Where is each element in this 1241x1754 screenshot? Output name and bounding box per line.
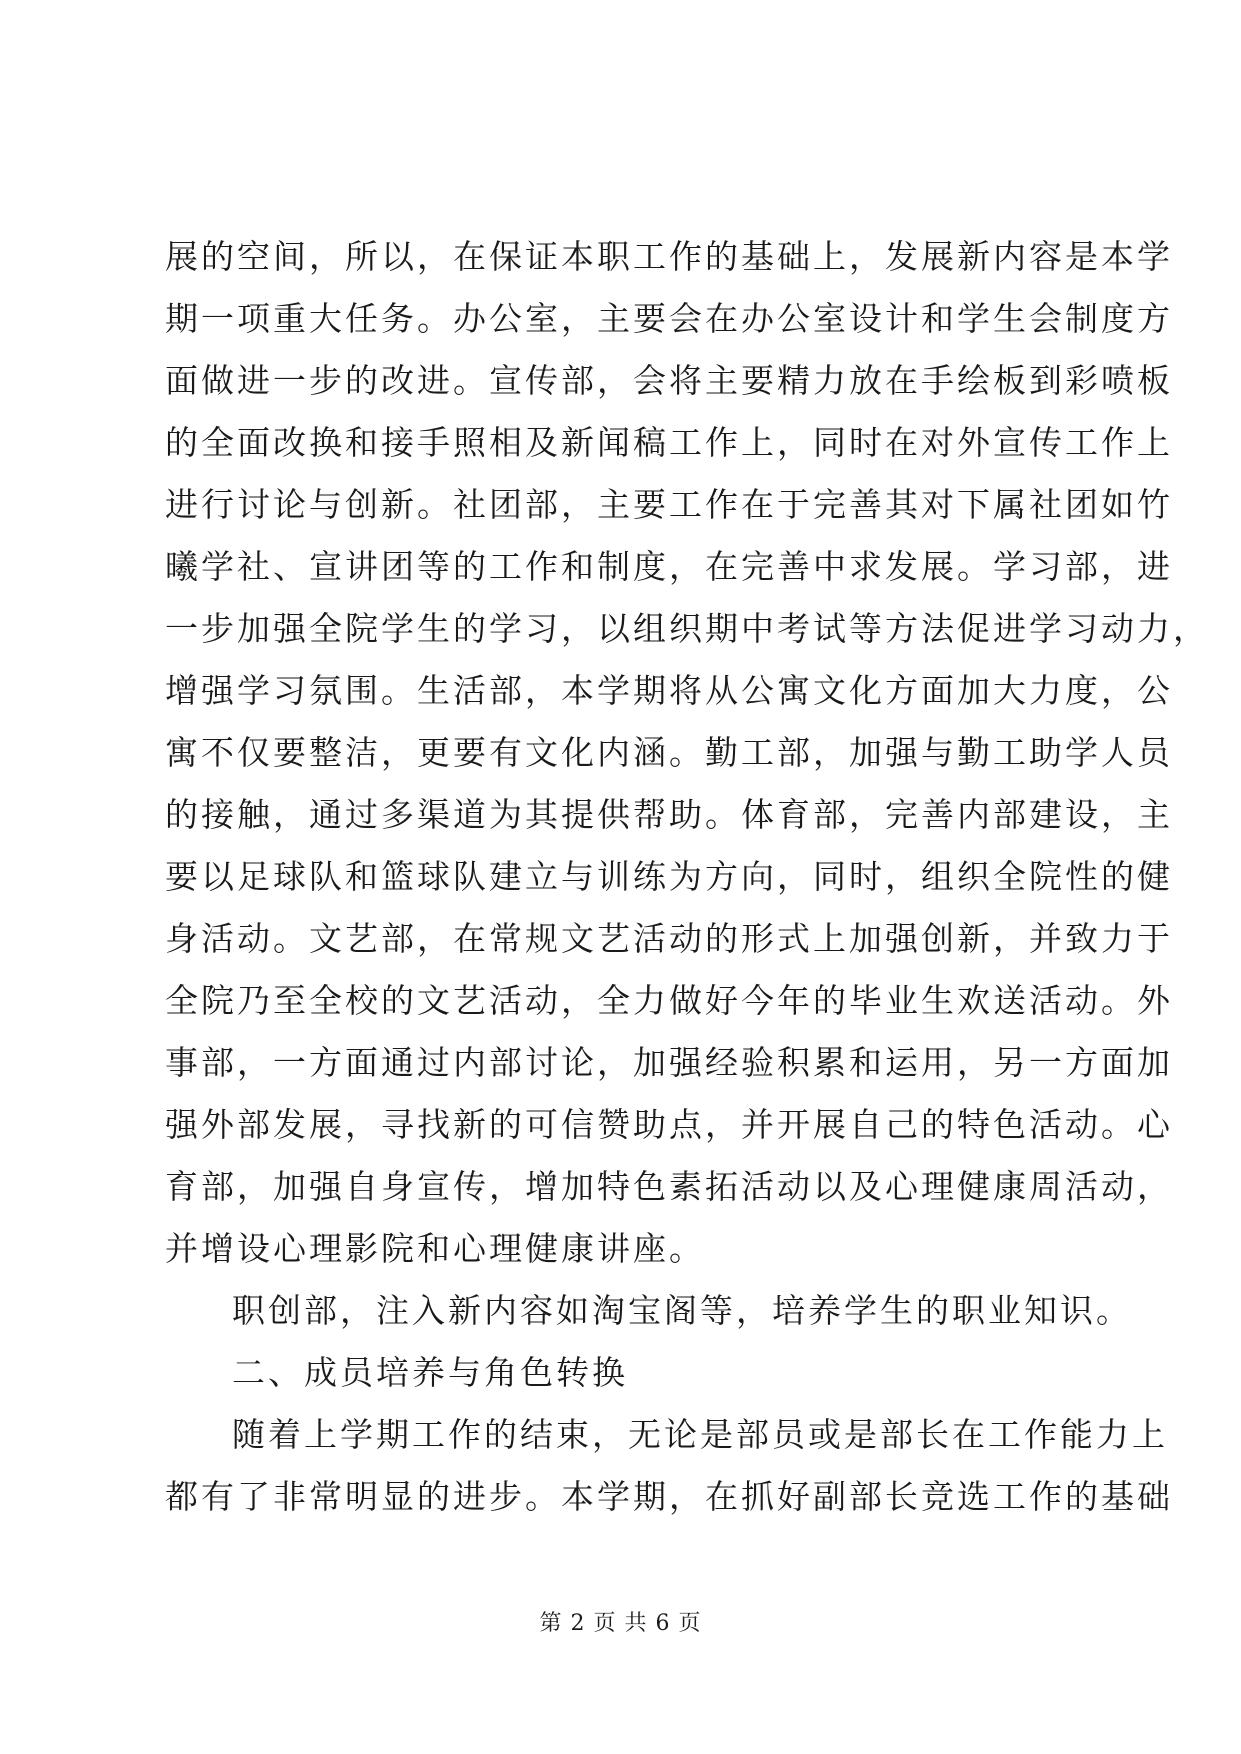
page-footer — [0, 1606, 1241, 1637]
text-line: 面做进一步的改进。宣传部，会将主要精力放在手绘板到彩喷板 — [165, 361, 1173, 400]
document-body — [165, 226, 1209, 1528]
text-line: 都有了非常明显的进步。本学期，在抓好副部长竞选工作的基础 — [165, 1477, 1173, 1516]
text-line: 身活动。文艺部，在常规文艺活动的形式上加强创新，并致力于 — [165, 919, 1173, 958]
paragraph-line: 职创部，注入新内容如淘宝阁等，培养学生的职业知识。 — [232, 1291, 1132, 1330]
text-line: 增强学习氛围。生活部，本学期将从公寓文化方面加大力度，公 — [165, 671, 1173, 710]
text-line: 曦学社、宣讲团等的工作和制度，在完善中求发展。学习部，进 — [165, 547, 1173, 586]
text-line: 进行讨论与创新。社团部，主要工作在于完善其对下属社团如竹 — [165, 485, 1173, 524]
text-line: 一步加强全院学生的学习，以组织期中考试等方法促进学习动力， — [165, 609, 1209, 648]
text-line: 全院乃至全校的文艺活动，全力做好今年的毕业生欢送活动。外 — [165, 981, 1173, 1020]
text-line: 强外部发展，寻找新的可信赞助点，并开展自己的特色活动。心 — [165, 1105, 1173, 1144]
section-heading: 二、成员培养与角色转换 — [232, 1353, 628, 1392]
text-line: 事部，一方面通过内部讨论，加强经验积累和运用，另一方面加 — [165, 1043, 1173, 1082]
text-line: 的接触，通过多渠道为其提供帮助。体育部，完善内部建设，主 — [165, 795, 1173, 834]
page-number: 第 2 页 共 6 页 — [539, 1611, 702, 1636]
text-line: 要以足球队和篮球队建立与训练为方向，同时，组织全院性的健 — [165, 857, 1173, 896]
paragraph-line: 随着上学期工作的结束，无论是部员或是部长在工作能力上 — [232, 1415, 1168, 1454]
text-line: 期一项重大任务。办公室，主要会在办公室设计和学生会制度方 — [165, 299, 1173, 338]
text-line: 寓不仅要整洁，更要有文化内涵。勤工部，加强与勤工助学人员 — [165, 733, 1173, 772]
text-line: 的全面改换和接手照相及新闻稿工作上，同时在对外宣传工作上 — [165, 423, 1173, 462]
text-line: 并增设心理影院和心理健康讲座。 — [165, 1229, 705, 1268]
text-line: 育部，加强自身宣传，增加特色素拓活动以及心理健康周活动， — [165, 1167, 1173, 1206]
text-line: 展的空间，所以，在保证本职工作的基础上，发展新内容是本学 — [165, 237, 1173, 276]
